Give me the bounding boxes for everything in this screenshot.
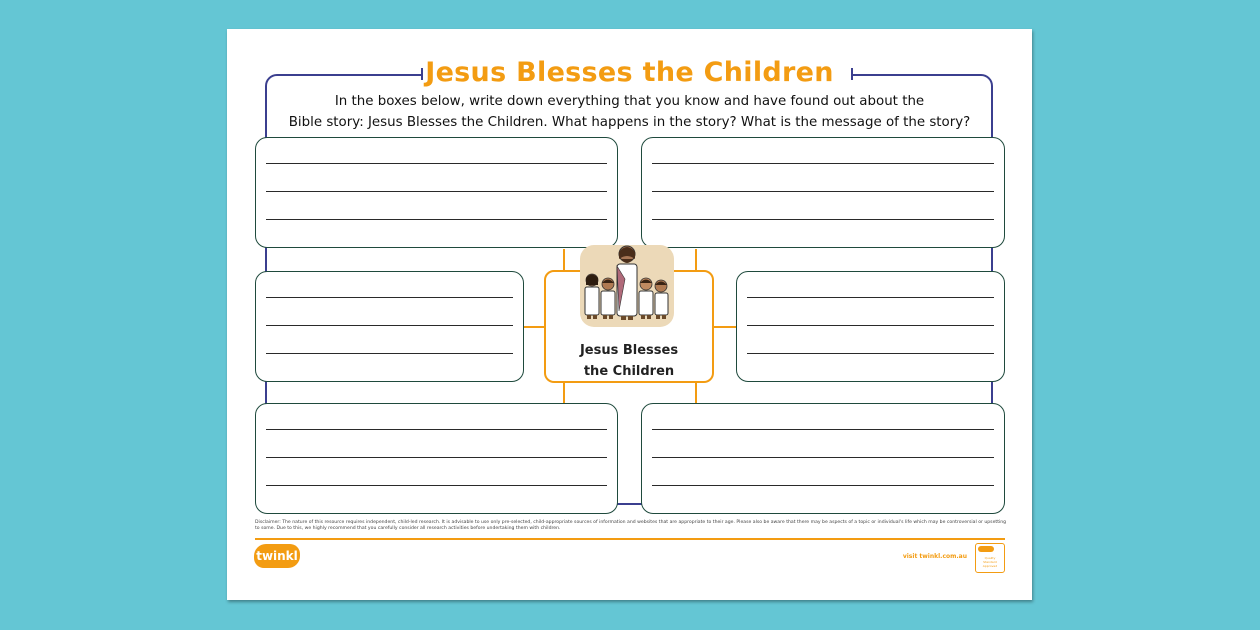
writing-box-bottom-left[interactable]	[255, 403, 618, 514]
badge-top	[978, 546, 994, 552]
child-figure	[639, 278, 653, 319]
writing-line[interactable]	[652, 219, 994, 220]
writing-line[interactable]	[266, 485, 607, 486]
worksheet-page	[227, 29, 1032, 600]
writing-line[interactable]	[266, 297, 513, 298]
writing-box-bottom-right[interactable]	[641, 403, 1005, 514]
jesus-figure	[617, 246, 637, 320]
writing-line[interactable]	[652, 429, 994, 430]
center-label	[546, 340, 712, 382]
connector	[524, 326, 544, 328]
writing-line[interactable]	[266, 219, 607, 220]
writing-line[interactable]	[266, 163, 607, 164]
jesus-children-illustration	[579, 241, 675, 329]
writing-line[interactable]	[266, 325, 513, 326]
writing-line[interactable]	[652, 485, 994, 486]
connector	[695, 249, 697, 270]
center-label-line-1: Jesus Blesses	[579, 343, 679, 358]
instructions-line-1: In the boxes below, write down everything that you know and have found out about the	[334, 94, 925, 109]
quality-badge-icon	[975, 543, 1005, 573]
child-figure	[585, 274, 599, 319]
footer-divider	[255, 538, 1005, 540]
writing-line[interactable]	[747, 297, 994, 298]
connector	[714, 326, 736, 328]
writing-line[interactable]	[266, 457, 607, 458]
connector	[563, 383, 565, 403]
center-label-line-2: the Children	[583, 364, 675, 379]
instructions-line-2: Bible story: Jesus Blesses the Children. What happens in the story? What is the message of the story?	[288, 115, 971, 130]
writing-line[interactable]	[652, 457, 994, 458]
child-figure	[601, 278, 615, 319]
connector	[695, 383, 697, 403]
writing-line[interactable]	[266, 353, 513, 354]
writing-box-top-right[interactable]	[641, 137, 1005, 248]
badge-text: Quality Standard Approved	[982, 556, 998, 568]
visit-link[interactable]: visit twinkl.com.au	[902, 553, 967, 560]
writing-line[interactable]	[747, 353, 994, 354]
instructions	[267, 91, 992, 133]
writing-box-middle-right[interactable]	[736, 271, 1005, 382]
writing-box-top-left[interactable]	[255, 137, 618, 248]
writing-box-middle-left[interactable]	[255, 271, 524, 382]
connector	[563, 249, 565, 270]
writing-line[interactable]	[652, 163, 994, 164]
writing-line[interactable]	[652, 191, 994, 192]
disclaimer-text: Disclaimer: The nature of this resource requires independent, child-led research. It is advisable to use only pre-selected, child-appropriate sources of information and websites that are appropriate to their age. Please also be aware that there may be aspects of a topic or individual's life which may be controversial or upsetting to some. Due to this, we highly recommend that you carefully consider all research activities before undertaking them with children.	[255, 520, 1007, 531]
twinkl-logo[interactable]: twinkl	[254, 544, 300, 568]
child-figure	[655, 280, 668, 319]
page-title: Jesus Blesses the Children	[425, 57, 834, 88]
writing-line[interactable]	[747, 325, 994, 326]
writing-line[interactable]	[266, 429, 607, 430]
writing-line[interactable]	[266, 191, 607, 192]
